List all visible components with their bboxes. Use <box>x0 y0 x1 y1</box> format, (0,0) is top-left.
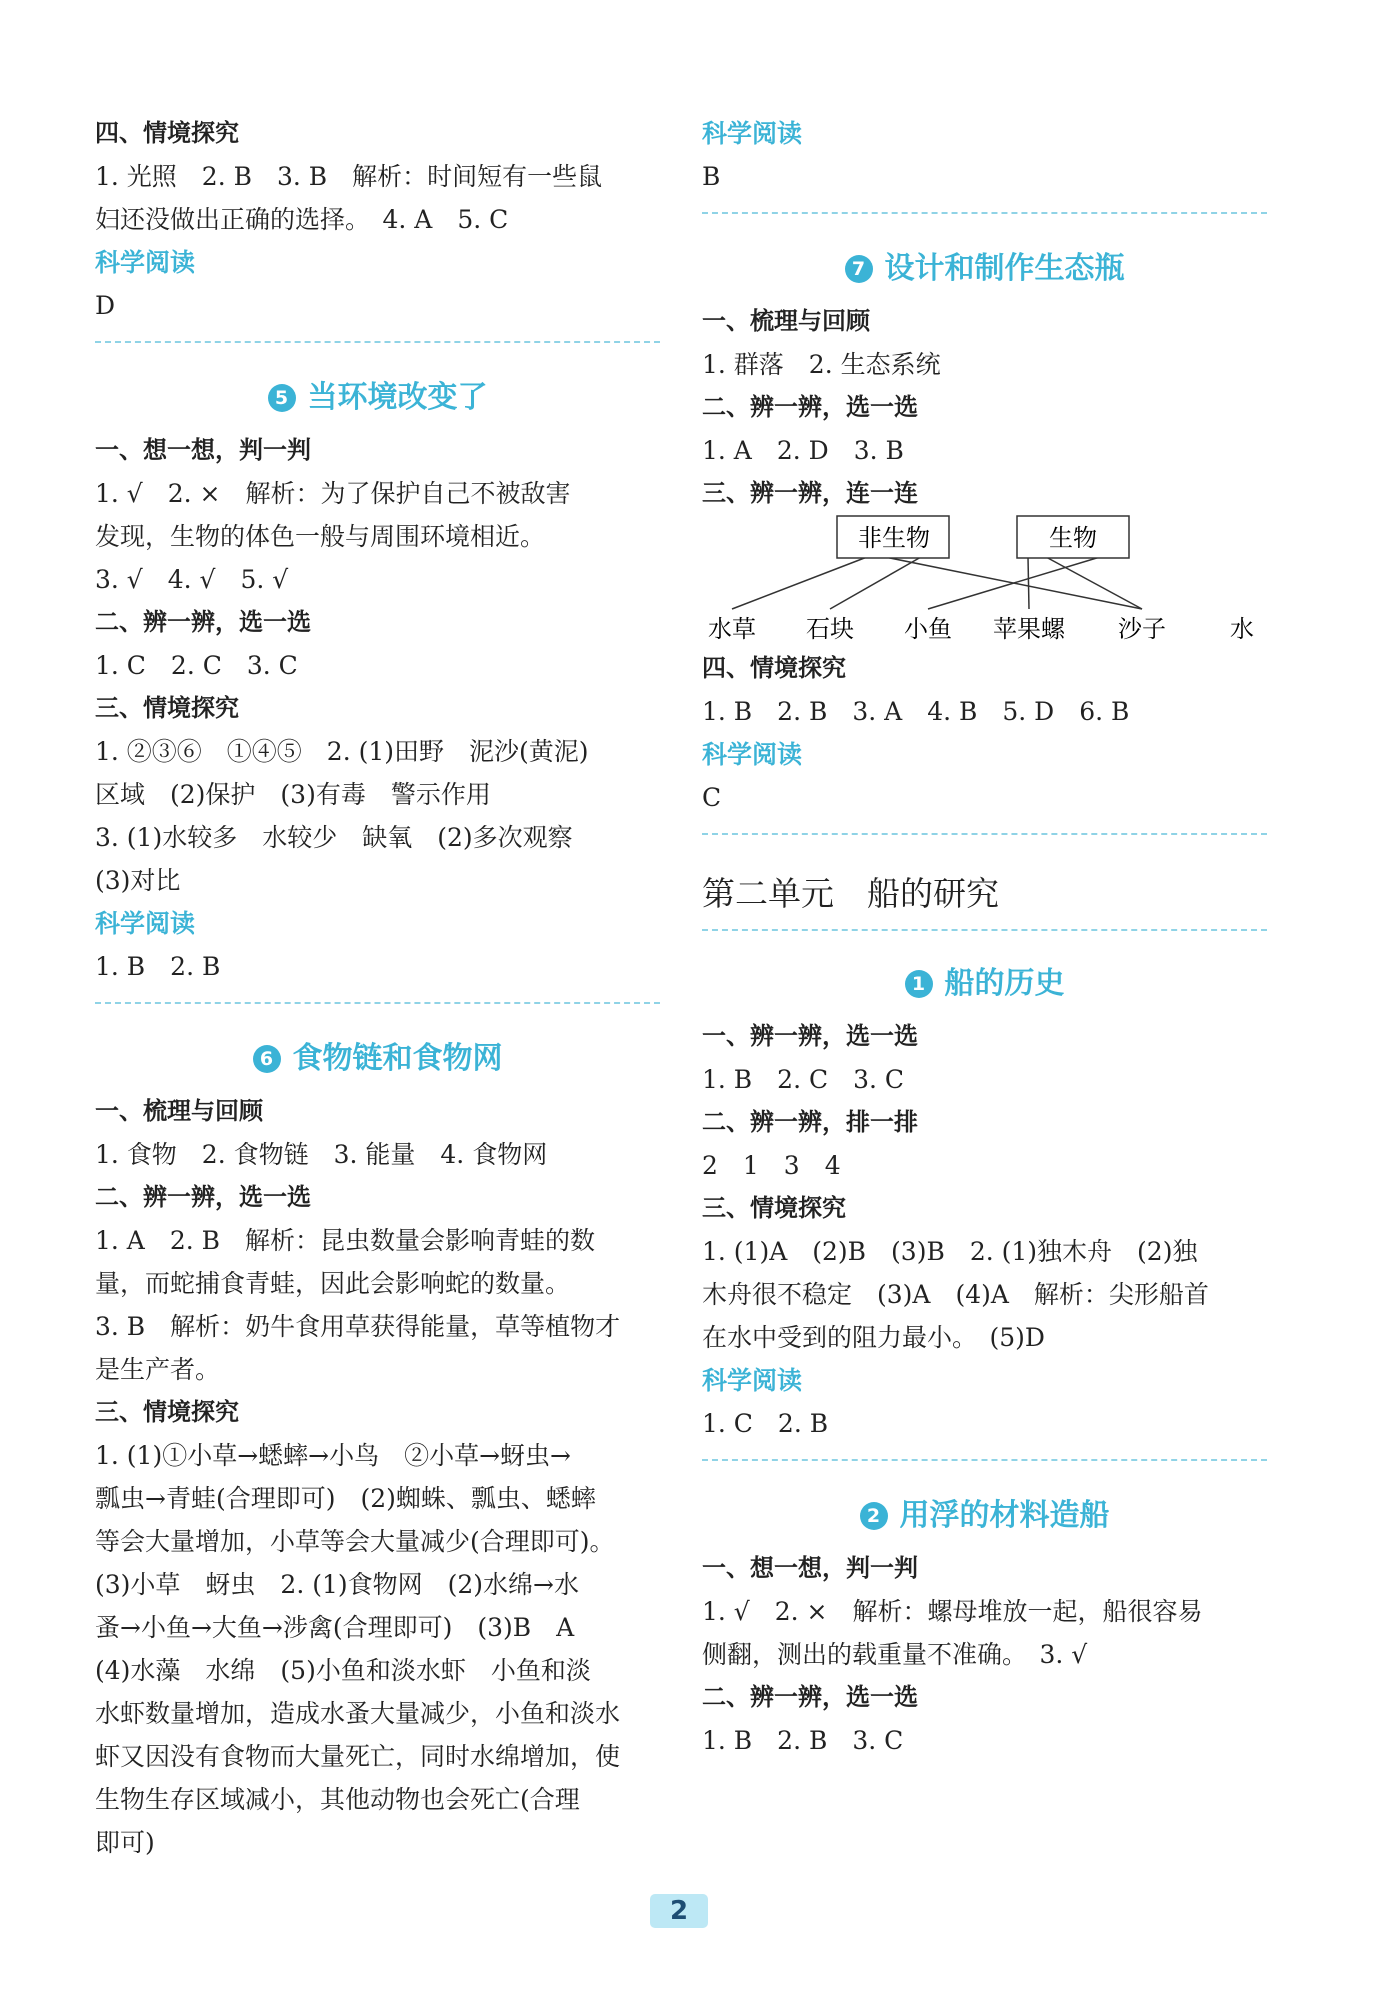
match-bottom-label: 水 <box>1230 615 1254 643</box>
lesson-title <box>702 953 1267 1015</box>
answer-line: 1. A 2. D 3. B <box>702 436 904 465</box>
right-column <box>702 112 1267 1762</box>
left-column <box>95 112 660 1864</box>
answer-line: 1. A 2. B 解析：昆虫数量会影响青蛙的数 <box>95 1226 596 1255</box>
answer-line: (3)小草 蚜虫 2. (1)食物网 (2)水绵→水 <box>95 1570 579 1599</box>
answer-line: 1. 群落 2. 生态系统 <box>702 350 941 379</box>
answer-line: 在水中受到的阻力最小。 (5)D <box>702 1323 1045 1352</box>
answer-line: 区域 (2)保护 (3)有毒 警示作用 <box>95 780 491 809</box>
section-heading: 三、情境探究 <box>95 1398 239 1426</box>
match-bottom-label: 沙子 <box>1118 615 1166 643</box>
lesson-title <box>702 1485 1267 1547</box>
matching-diagram <box>702 515 1267 647</box>
match-bottom-label: 小鱼 <box>904 615 952 643</box>
lesson-title-text: 食物链和食物网 <box>292 1041 503 1076</box>
section-heading: 一、梳理与回顾 <box>95 1097 263 1125</box>
answer-line: 发现，生物的体色一般与周围环境相近。 <box>95 522 546 551</box>
answer-line: 1. (1)A (2)B (3)B 2. (1)独木舟 (2)独 <box>702 1237 1198 1266</box>
section-heading: 一、辨一辨，选一选 <box>702 1022 918 1050</box>
section-heading: 三、情境探究 <box>95 694 239 722</box>
answer-line: 量，而蛇捕食青蛙，因此会影响蛇的数量。 <box>95 1269 571 1298</box>
section-heading: 四、情境探究 <box>95 119 239 147</box>
match-top-label: 非生物 <box>858 524 930 552</box>
answer-line: 1. C 2. C 3. C <box>95 651 298 680</box>
match-line-4 <box>1028 557 1029 609</box>
science-reading-heading: 科学阅读 <box>702 1366 803 1395</box>
answer-line: 1. B 2. B <box>95 952 221 981</box>
dashed-divider <box>702 1459 1267 1461</box>
answer-line: 1. 光照 2. B 3. B 解析：时间短有一些鼠 <box>95 162 603 191</box>
section-heading: 二、辨一辨，选一选 <box>95 1183 311 1211</box>
answer-line: 生物生存区域减小，其他动物也会死亡(合理 <box>95 1785 580 1814</box>
dashed-divider <box>702 212 1267 214</box>
answer-line: B <box>702 162 721 191</box>
section-heading: 一、想一想，判一判 <box>702 1554 918 1582</box>
lesson-title-text: 当环境改变了 <box>307 380 488 415</box>
answer-line: 等会大量增加，小草等会大量减少(合理即可)。 <box>95 1527 615 1556</box>
section-heading: 四、情境探究 <box>702 654 846 682</box>
match-bottom-label: 水草 <box>708 615 756 643</box>
lesson-title-text: 用浮的材料造船 <box>899 1498 1110 1533</box>
match-bottom-label: 苹果螺 <box>993 615 1065 643</box>
section-heading: 二、辨一辨，排一排 <box>702 1108 918 1136</box>
answer-line: 1. B 2. B 3. A 4. B 5. D 6. B <box>702 697 1130 726</box>
dashed-divider <box>95 1002 660 1004</box>
answer-line: 1. B 2. C 3. C <box>702 1065 905 1094</box>
lesson-number-badge: 6 <box>253 1045 281 1073</box>
answer-line: 妇还没做出正确的选择。 4. A 5. C <box>95 205 509 234</box>
answer-line: 1. ②③⑥ ①④⑤ 2. (1)田野 泥沙(黄泥) <box>95 737 589 766</box>
answer-line: 即可) <box>95 1828 155 1857</box>
match-top-label: 生物 <box>1049 524 1097 552</box>
lesson-number-badge: 2 <box>860 1502 888 1530</box>
answer-line: 1. 食物 2. 食物链 3. 能量 4. 食物网 <box>95 1140 548 1169</box>
answer-line: 侧翻，测出的载重量不准确。 3. √ <box>702 1640 1088 1669</box>
page-number: 2 <box>650 1894 708 1928</box>
answer-line: (3)对比 <box>95 866 181 895</box>
lesson-title <box>702 238 1267 300</box>
answer-line: 1. B 2. B 3. C <box>702 1726 904 1755</box>
lesson-number-badge: 5 <box>268 384 296 412</box>
answer-line: 1. √ 2. × 解析：为了保护自己不被敌害 <box>95 479 571 508</box>
match-line-1 <box>830 557 921 609</box>
science-reading-heading: 科学阅读 <box>95 248 196 277</box>
science-reading-heading: 科学阅读 <box>702 740 803 769</box>
science-reading-heading: 科学阅读 <box>702 119 803 148</box>
match-bottom-label: 石块 <box>806 615 854 643</box>
answer-line: (4)水藻 水绵 (5)小鱼和淡水虾 小鱼和淡 <box>95 1656 591 1685</box>
answer-line: 3. (1)水较多 水较少 缺氧 (2)多次观察 <box>95 823 573 852</box>
answer-line: 瓢虫→青蛙(合理即可) (2)蜘蛛、瓢虫、蟋蟀 <box>95 1484 596 1513</box>
answer-line: 水虾数量增加，造成水蚤大量减少，小鱼和淡水 <box>95 1699 621 1728</box>
lesson-title <box>95 1028 660 1090</box>
section-heading: 三、情境探究 <box>702 1194 846 1222</box>
section-heading: 二、辨一辨，选一选 <box>702 1683 918 1711</box>
answer-line: 1. (1)①小草→蟋蟀→小鸟 ②小草→蚜虫→ <box>95 1441 572 1470</box>
section-heading: 一、梳理与回顾 <box>702 307 870 335</box>
answer-line: 1. √ 2. × 解析：螺母堆放一起，船很容易 <box>702 1597 1203 1626</box>
match-line-5 <box>1046 557 1142 609</box>
answer-line: 虾又因没有食物而大量死亡，同时水绵增加，使 <box>95 1742 621 1771</box>
lesson-number-badge: 7 <box>845 255 873 283</box>
answer-line: D <box>95 291 116 320</box>
unit-title: 第二单元 船的研究 <box>702 859 1267 931</box>
answer-line: 蚤→小鱼→大鱼→涉禽(合理即可) (3)B A <box>95 1613 575 1642</box>
lesson-number-badge: 1 <box>905 970 933 998</box>
dashed-divider <box>95 341 660 343</box>
answer-line: 1. C 2. B <box>702 1409 829 1438</box>
match-line-0 <box>732 557 867 609</box>
lesson-title <box>95 367 660 429</box>
section-heading: 三、辨一辨，连一连 <box>702 479 918 507</box>
answer-line: C <box>702 783 722 812</box>
dashed-divider <box>702 833 1267 835</box>
answer-line: 3. √ 4. √ 5. √ <box>95 565 289 594</box>
section-heading: 一、想一想，判一判 <box>95 436 311 464</box>
answer-line: 木舟很不稳定 (3)A (4)A 解析：尖形船首 <box>702 1280 1209 1309</box>
matching-exercise <box>702 515 1267 647</box>
section-heading: 二、辨一辨，选一选 <box>95 608 311 636</box>
answer-line: 2 1 3 4 <box>702 1151 841 1180</box>
lesson-title-text: 设计和制作生态瓶 <box>884 251 1125 286</box>
answer-line: 3. B 解析：奶牛食用草获得能量，草等植物才 <box>95 1312 621 1341</box>
lesson-title-text: 船的历史 <box>944 966 1065 1001</box>
answer-line: 是生产者。 <box>95 1355 221 1384</box>
science-reading-heading: 科学阅读 <box>95 909 196 938</box>
match-line-3 <box>928 557 1100 609</box>
section-heading: 二、辨一辨，选一选 <box>702 393 918 421</box>
